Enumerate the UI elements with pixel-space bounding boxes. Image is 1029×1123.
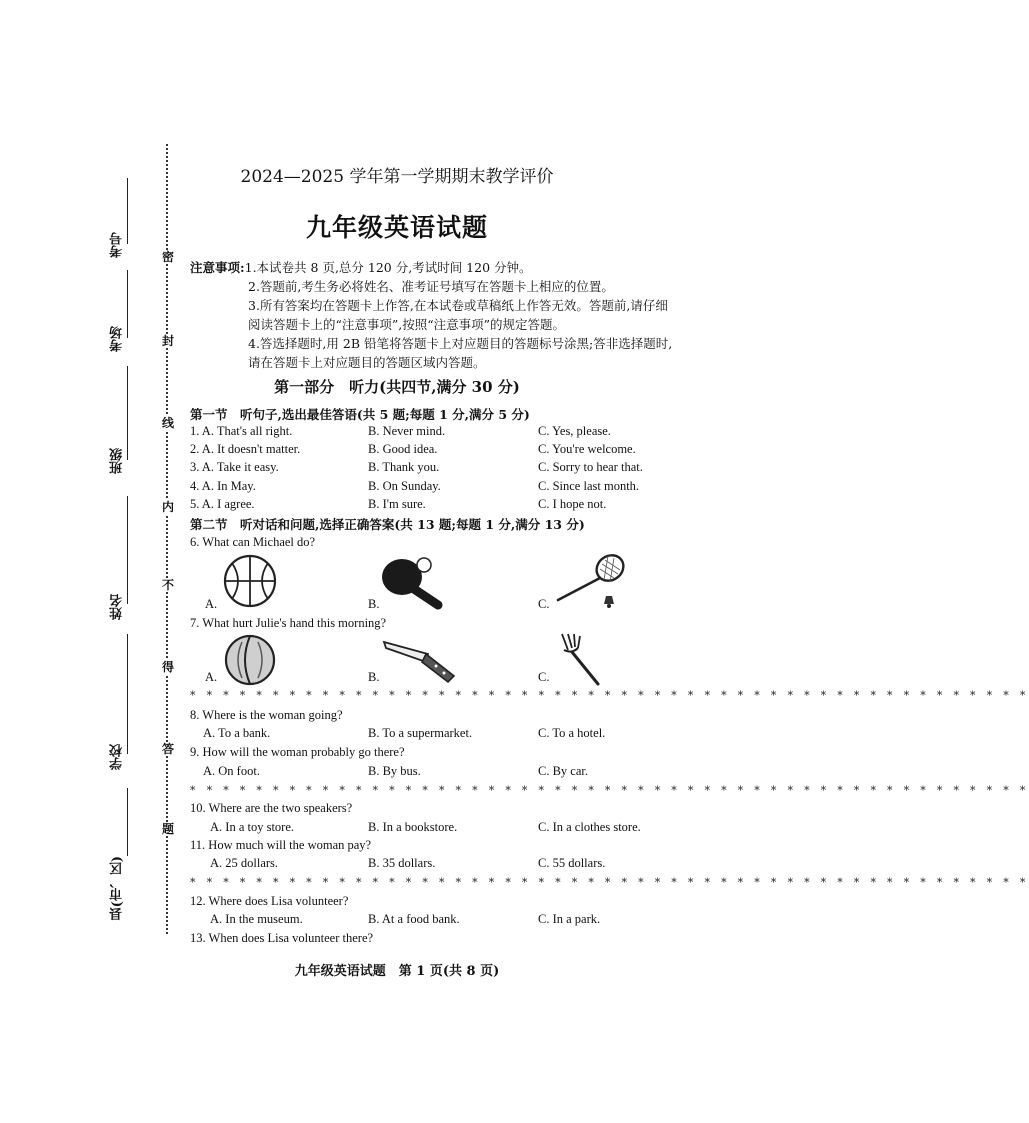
cut-fruit-icon — [220, 632, 282, 686]
q12-option-a[interactable]: A. In the museum. — [210, 912, 303, 926]
q4-option-a[interactable]: 4. A. In May. — [190, 479, 256, 493]
side-field-class-label: 班级 — [110, 448, 125, 474]
q7-option-b[interactable]: B. — [368, 670, 380, 684]
fork-icon — [556, 632, 606, 688]
q8-option-c[interactable]: C. To a hotel. — [538, 726, 606, 740]
q11-option-a[interactable]: A. 25 dollars. — [210, 856, 279, 870]
section2-title: 第二节 听对话和问题,选择正确答案(共 13 题;每题 1 分,满分 13 分) — [190, 517, 585, 532]
q2-option-b[interactable]: B. Good idea. — [368, 442, 438, 456]
notice-label: 注意事项: — [190, 260, 245, 275]
seal-char: 线 — [161, 416, 174, 430]
ping-pong-icon — [380, 555, 446, 611]
q10-option-c[interactable]: C. In a clothes store. — [538, 820, 641, 834]
q9-option-a[interactable]: A. On foot. — [203, 764, 260, 778]
q7-option-a[interactable]: A. — [205, 670, 218, 684]
section1-title: 第一节 听句子,选出最佳答语(共 5 题;每题 1 分,满分 5 分) — [190, 407, 530, 422]
q11-option-c[interactable]: C. 55 dollars. — [538, 856, 606, 870]
q12-stem: 12. Where does Lisa volunteer? — [190, 894, 349, 908]
side-field-school-label: 学校 — [110, 744, 125, 770]
side-field-county-line[interactable] — [127, 788, 128, 856]
seal-char: 得 — [161, 660, 174, 674]
knife-icon — [382, 638, 458, 684]
exam-title: 九年级英语试题 — [305, 213, 488, 242]
q8-option-a[interactable]: A. To a bank. — [203, 726, 271, 740]
q9-option-b[interactable]: B. By bus. — [368, 764, 421, 778]
q13-stem: 13. When does Lisa volunteer there? — [190, 931, 374, 945]
q10-stem: 10. Where are the two speakers? — [190, 801, 353, 815]
notice-line: 2.答题前,考生务必将姓名、准考证号填写在答题卡上相应的位置。 — [248, 279, 614, 294]
q2-option-a[interactable]: 2. A. It doesn't matter. — [190, 442, 301, 456]
q3-option-b[interactable]: B. Thank you. — [368, 460, 440, 474]
q7-stem: 7. What hurt Julie's hand this morning? — [190, 616, 387, 630]
q4-option-c[interactable]: C. Since last month. — [538, 479, 640, 493]
q1-option-a[interactable]: 1. A. That's all right. — [190, 424, 293, 438]
badminton-racket-icon — [550, 552, 630, 608]
notice-line: 注意事项:1.本试卷共 8 页,总分 120 分,考试时间 120 分钟。 — [190, 260, 532, 275]
seal-char: 封 — [161, 334, 174, 348]
q11-stem: 11. How much will the woman pay? — [190, 838, 372, 852]
q9-stem: 9. How will the woman probably go there? — [190, 745, 405, 759]
q3-option-a[interactable]: 3. A. Take it easy. — [190, 460, 279, 474]
basketball-icon — [218, 553, 282, 609]
q6-option-b[interactable]: B. — [368, 597, 380, 611]
notice-line: 请在答题卡上对应题目的答题区域内答题。 — [248, 355, 486, 370]
side-field-exam-room-line[interactable] — [127, 270, 128, 338]
side-field-county-label: 县(市、区) — [110, 856, 125, 921]
q1-option-b[interactable]: B. Never mind. — [368, 424, 446, 438]
side-field-name-line[interactable] — [127, 496, 128, 604]
q3-option-c[interactable]: C. Sorry to hear that. — [538, 460, 643, 474]
part1-title: 第一部分 听力(共四节,满分 30 分) — [274, 378, 520, 396]
seal-char: 密 — [161, 250, 174, 264]
side-field-school-line[interactable] — [127, 634, 128, 754]
notice-line: 4.答选择题时,用 2B 铅笔将答题卡上对应题目的答题标号涂黑;答非选择题时, — [248, 336, 673, 351]
q4-option-b[interactable]: B. On Sunday. — [368, 479, 441, 493]
seal-char: 不 — [161, 578, 174, 592]
q9-option-c[interactable]: C. By car. — [538, 764, 588, 778]
seal-char: 答 — [161, 742, 174, 756]
q6-stem: 6. What can Michael do? — [190, 535, 316, 549]
q10-option-a[interactable]: A. In a toy store. — [210, 820, 295, 834]
q5-option-b[interactable]: B. I'm sure. — [368, 497, 426, 511]
q8-stem: 8. Where is the woman going? — [190, 708, 343, 722]
seal-char: 题 — [161, 822, 174, 836]
side-field-exam-number-label: 考号 — [110, 232, 125, 258]
q6-option-c[interactable]: C. — [538, 597, 550, 611]
notice-line: 阅读答题卡上的“注意事项”,按照“注意事项”的规定答题。 — [248, 317, 566, 332]
q12-option-b[interactable]: B. At a food bank. — [368, 912, 460, 926]
q10-option-b[interactable]: B. In a bookstore. — [368, 820, 458, 834]
q6-option-a[interactable]: A. — [205, 597, 218, 611]
q2-option-c[interactable]: C. You're welcome. — [538, 442, 636, 456]
q12-option-c[interactable]: C. In a park. — [538, 912, 601, 926]
q5-option-c[interactable]: C. I hope not. — [538, 497, 607, 511]
divider-stars: * * * * * * * * * * * * * * * * * * * * * * * * * * * * * * * * * * * * * * * * * * * * * * * * * * * — [190, 876, 1029, 889]
page-footer: 九年级英语试题 第 1 页(共 8 页) — [294, 964, 500, 979]
q8-option-b[interactable]: B. To a supermarket. — [368, 726, 473, 740]
q7-option-c[interactable]: C. — [538, 670, 550, 684]
divider-stars: * * * * * * * * * * * * * * * * * * * * * * * * * * * * * * * * * * * * * * * * * * * * * * * * * * * — [190, 784, 1029, 797]
divider-stars: * * * * * * * * * * * * * * * * * * * * * * * * * * * * * * * * * * * * * * * * * * * * * * * * * * * — [190, 689, 1029, 702]
term-title: 2024—2025 学年第一学期期末教学评价 — [240, 167, 554, 187]
q11-option-b[interactable]: B. 35 dollars. — [368, 856, 436, 870]
side-field-exam-room-label: 考场 — [110, 326, 125, 352]
q1-option-c[interactable]: C. Yes, please. — [538, 424, 611, 438]
q5-option-a[interactable]: 5. A. I agree. — [190, 497, 255, 511]
seal-char: 内 — [161, 500, 174, 514]
notice-line: 3.所有答案均在答题卡上作答,在本试卷或草稿纸上作答无效。答题前,请仔细 — [248, 298, 668, 313]
side-field-name-label: 姓名 — [110, 594, 125, 620]
